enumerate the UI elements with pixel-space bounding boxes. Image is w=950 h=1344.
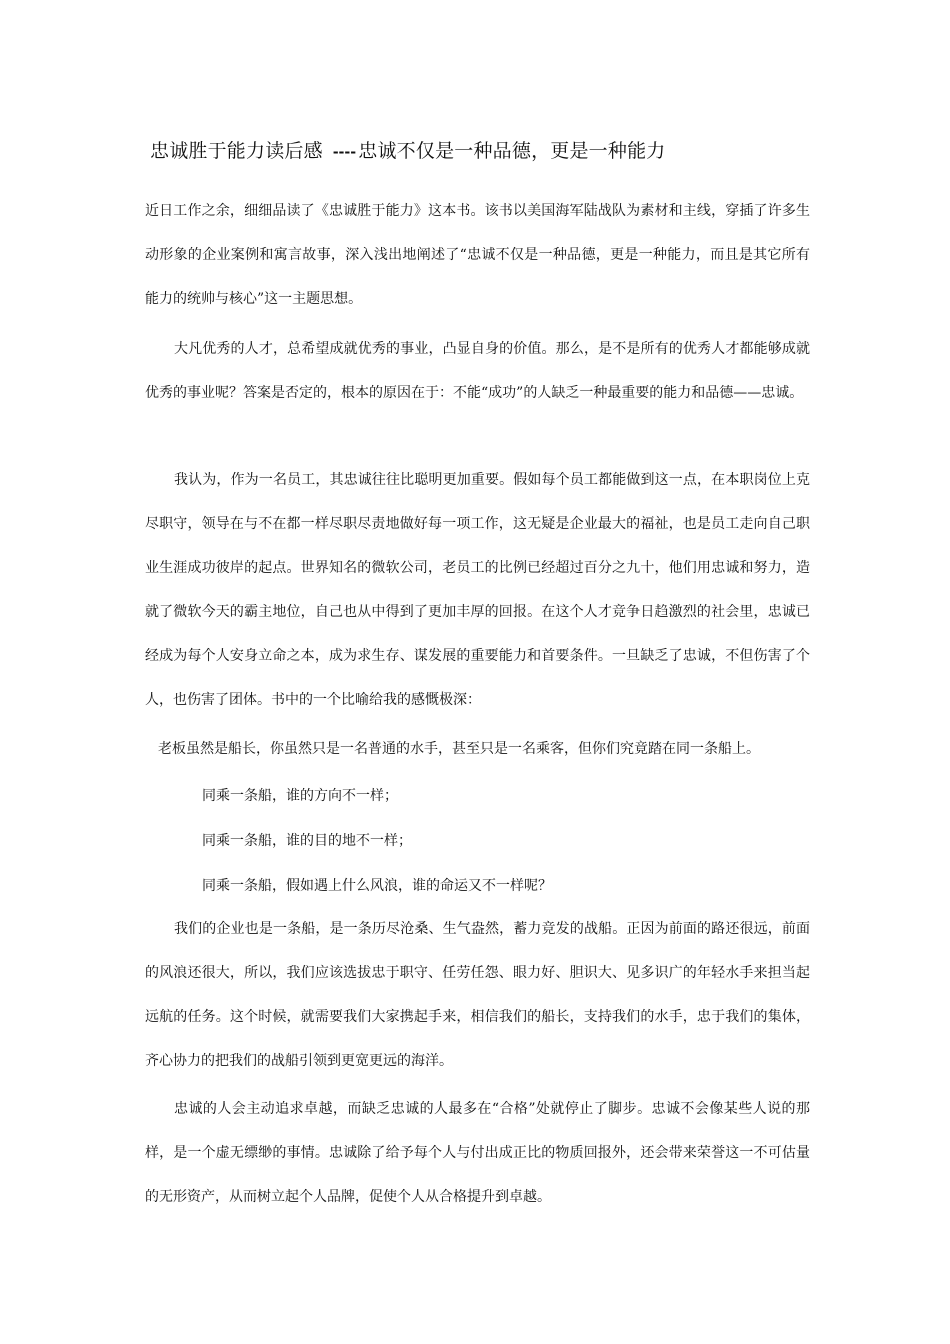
verse-line-1: 同乘一条船，谁的方向不一样； (202, 788, 398, 804)
metaphor-line: 老板虽然是船长，你虽然只是一名普通的水手，甚至只是一名乘客，但你们究竟踏在同一条船上。 (158, 741, 760, 757)
paragraph-loyalty: 我认为，作为一名员工，其忠诚往往比聪明更加重要。假如每个员工都能做到这一点，在本职岗位上克尽职守，领导在与不在都一样尽职尽责地做好每一项工作，这无疑是企业最大的福祉，也是员工走向自己职业生涯成功彼岸的起点。世界知名的微软公司，老员工的比例已经超过百分之九十，他们用忠诚和努力，造就了微软今天的霸主地位，自己也从中得到了更加丰厚的回报。在这个人才竞争日趋激烈的社会里，忠诚已经成为每个人安身立命之本，成为求生存、谋发展的重要能力和首要条件。一旦缺乏了忠诚，不但伤害了个人，也伤害了团体。书中的一个比喻给我的感慨极深： (145, 472, 810, 708)
paragraph-excellence: 忠诚的人会主动追求卓越，而缺乏忠诚的人最多在“合格”处就停止了脚步。忠诚不会像某些人说的那样，是一个虚无缥缈的事情。忠诚除了给予每个人与付出成正比的物质回报外，还会带来荣誉这一不可估量的无形资产，从而树立起个人品牌，促使个人从合格提升到卓越。 (145, 1101, 810, 1205)
paragraph-ship: 我们的企业也是一条船，是一条历尽沧桑、生气盎然，蓄力竞发的战船。正因为前面的路还很远，前面的风浪还很大，所以，我们应该选拔忠于职守、任劳任怨、眼力好、胆识大、见多识广的年轻水手来担当起远航的任务。这个时候，就需要我们大家携起手来，相信我们的船长，支持我们的水手，忠于我们的集体，齐心协力的把我们的战船引领到更宽更远的海洋。 (145, 921, 810, 1069)
title-separator: ---- (332, 142, 357, 161)
paragraph-talent: 大凡优秀的人才，总希望成就优秀的事业，凸显自身的价值。那么，是不是所有的优秀人才都能够成就优秀的事业呢？答案是否定的，根本的原因在于：不能“成功”的人缺乏一种最重要的能力和品德——忠诚。 (145, 341, 810, 401)
verse-line-3: 同乘一条船，假如遇上什么风浪，谁的命运又不一样呢？ (202, 878, 552, 894)
title-main: 忠诚胜于能力读后感 (150, 140, 323, 162)
title-subtitle: 忠诚不仅是一种品德，更是一种能力 (358, 140, 666, 162)
verse-line-2: 同乘一条船，谁的目的地不一样； (202, 833, 412, 849)
paragraph-intro: 近日工作之余，细细品读了《忠诚胜于能力》这本书。该书以美国海军陆战队为素材和主线，穿插了许多生动形象的企业案例和寓言故事，深入浅出地阐述了“忠诚不仅是一种品德，更是一种能力，而且是其它所有能力的统帅与核心”这一主题思想。 (145, 203, 810, 307)
page-title (150, 138, 665, 165)
